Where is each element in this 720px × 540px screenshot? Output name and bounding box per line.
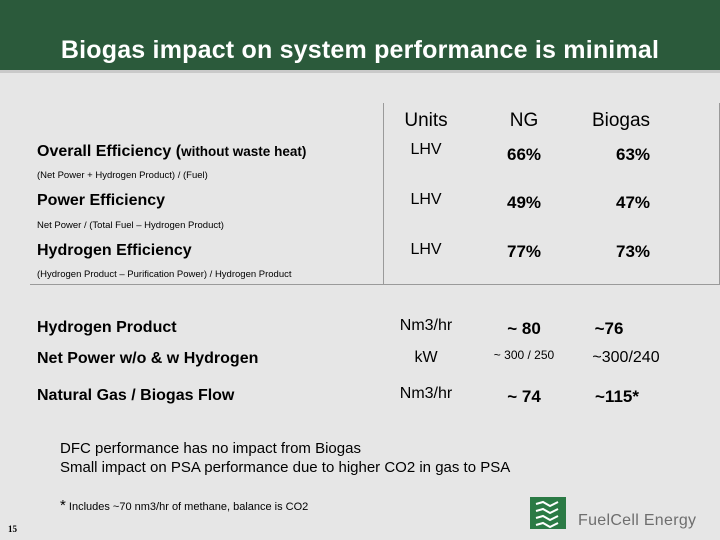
cell-biogas: 73%	[615, 242, 651, 261]
cell-biogas: 47%	[615, 193, 651, 212]
cell-units: LHV	[410, 191, 442, 208]
row-formula-hydrogen-efficiency: (Hydrogen Product – Purification Power) / Hydrogen Product	[37, 269, 292, 280]
header-units: Units	[404, 110, 448, 131]
cell-units: LHV	[410, 141, 442, 158]
note-psa: Small impact on PSA performance due to higher CO2 in gas to PSA	[60, 459, 511, 476]
cell-biogas: ~76	[594, 319, 624, 338]
row-label-power-efficiency: Power Efficiency	[37, 192, 166, 209]
row-label-hydrogen-product: Hydrogen Product	[37, 319, 177, 336]
cell-biogas: ~115*	[595, 387, 639, 406]
table-divider-bottom	[30, 284, 720, 285]
cell-ng: ~ 74	[507, 387, 541, 406]
cell-ng: ~ 80	[507, 319, 541, 338]
header-biogas: Biogas	[591, 110, 651, 131]
cell-biogas: ~300/240	[592, 349, 660, 366]
footnote-text: Includes ~70 nm3/hr of methane, balance is CO2	[68, 501, 309, 513]
cell-biogas: 63%	[615, 145, 651, 164]
page-number: 15	[8, 524, 17, 534]
row-label-overall-efficiency	[37, 143, 306, 161]
footnote-marker: *	[60, 497, 66, 514]
note-dfc: DFC performance has no impact from Biogas	[60, 440, 361, 457]
footnote	[60, 497, 308, 514]
cell-ng: 66%	[506, 145, 542, 164]
row-label-main: Overall Efficiency (	[37, 143, 182, 160]
company-logo-text: FuelCell Energy	[578, 512, 697, 529]
cell-units: Nm3/hr	[399, 317, 453, 334]
row-label-net-power: Net Power w/o & w Hydrogen	[37, 350, 259, 367]
slide-title: Biogas impact on system performance is minimal	[60, 36, 660, 64]
row-formula-power-efficiency: Net Power / (Total Fuel – Hydrogen Product)	[37, 220, 224, 231]
fuelcell-logo-icon	[530, 497, 566, 529]
row-label-gas-flow: Natural Gas / Biogas Flow	[37, 387, 235, 404]
cell-units: LHV	[410, 241, 442, 258]
title-divider	[0, 70, 720, 73]
cell-units: Nm3/hr	[399, 385, 453, 402]
header-ng: NG	[509, 110, 539, 131]
title-bar	[0, 0, 720, 70]
cell-units: kW	[414, 349, 438, 366]
cell-ng: 77%	[506, 242, 542, 261]
row-label-qualifier: without waste heat)	[181, 144, 307, 159]
cell-ng: 49%	[506, 193, 542, 212]
row-label-hydrogen-efficiency: Hydrogen Efficiency	[37, 242, 192, 259]
cell-ng: ~ 300 / 250	[493, 348, 555, 362]
row-formula-overall-efficiency: (Net Power + Hydrogen Product) / (Fuel)	[37, 170, 208, 181]
